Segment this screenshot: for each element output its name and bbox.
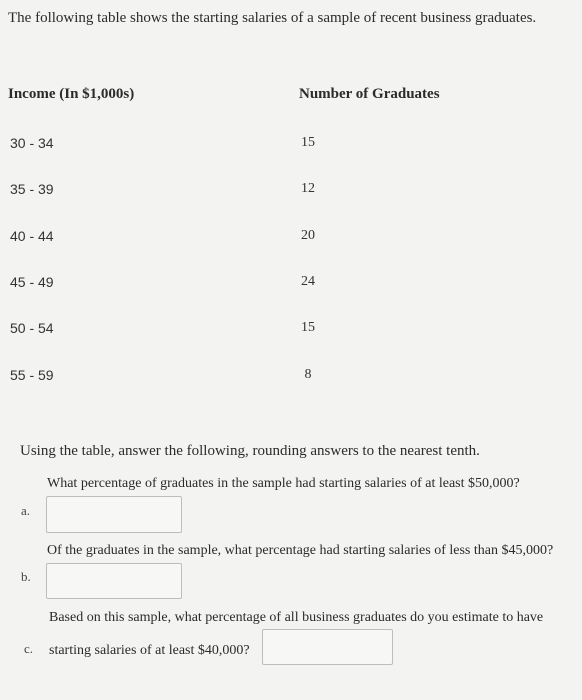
question-b-text: Of the graduates in the sample, what percentage had starting salaries of less than $45,000? <box>47 543 554 558</box>
question-c-text-line1: Based on this sample, what percentage of all business graduates do you estimate to have <box>49 610 544 625</box>
question-a-text: What percentage of graduates in the sample had starting salaries of at least $50,000? <box>47 476 520 491</box>
graduate-count-cell: 20 <box>301 228 315 243</box>
question-c-text-line2: starting salaries of at least $40,000? <box>49 643 250 658</box>
income-range-cell: 40 - 44 <box>10 228 54 244</box>
income-column-header: Income (In $1,000s) <box>8 86 135 102</box>
graduate-count-cell: 15 <box>301 320 315 335</box>
answer-a-input[interactable] <box>47 497 181 532</box>
income-range-cell: 30 - 34 <box>10 135 54 151</box>
answer-a-box[interactable] <box>46 496 182 533</box>
graduate-count-cell: 8 <box>304 367 312 382</box>
answer-c-box[interactable] <box>262 629 393 665</box>
income-range-cell: 35 - 39 <box>10 181 54 197</box>
question-b-letter: b. <box>21 569 31 584</box>
answer-b-input[interactable] <box>47 564 181 598</box>
income-range-cell: 55 - 59 <box>10 367 54 383</box>
graduate-count-cell: 24 <box>301 274 315 289</box>
intro-text: The following table shows the starting salaries of a sample of recent business graduates. <box>8 10 537 26</box>
graduate-count-cell: 15 <box>301 135 315 150</box>
instructions-text: Using the table, answer the following, rounding answers to the nearest tenth. <box>20 443 480 459</box>
answer-b-box[interactable] <box>46 563 182 599</box>
income-range-cell: 50 - 54 <box>10 320 54 336</box>
question-a-letter: a. <box>21 503 31 518</box>
graduate-count-cell: 12 <box>301 181 315 196</box>
question-c-letter: c. <box>24 641 34 656</box>
income-range-cell: 45 - 49 <box>10 274 54 290</box>
answer-c-input[interactable] <box>263 630 392 664</box>
graduates-column-header: Number of Graduates <box>299 86 440 102</box>
